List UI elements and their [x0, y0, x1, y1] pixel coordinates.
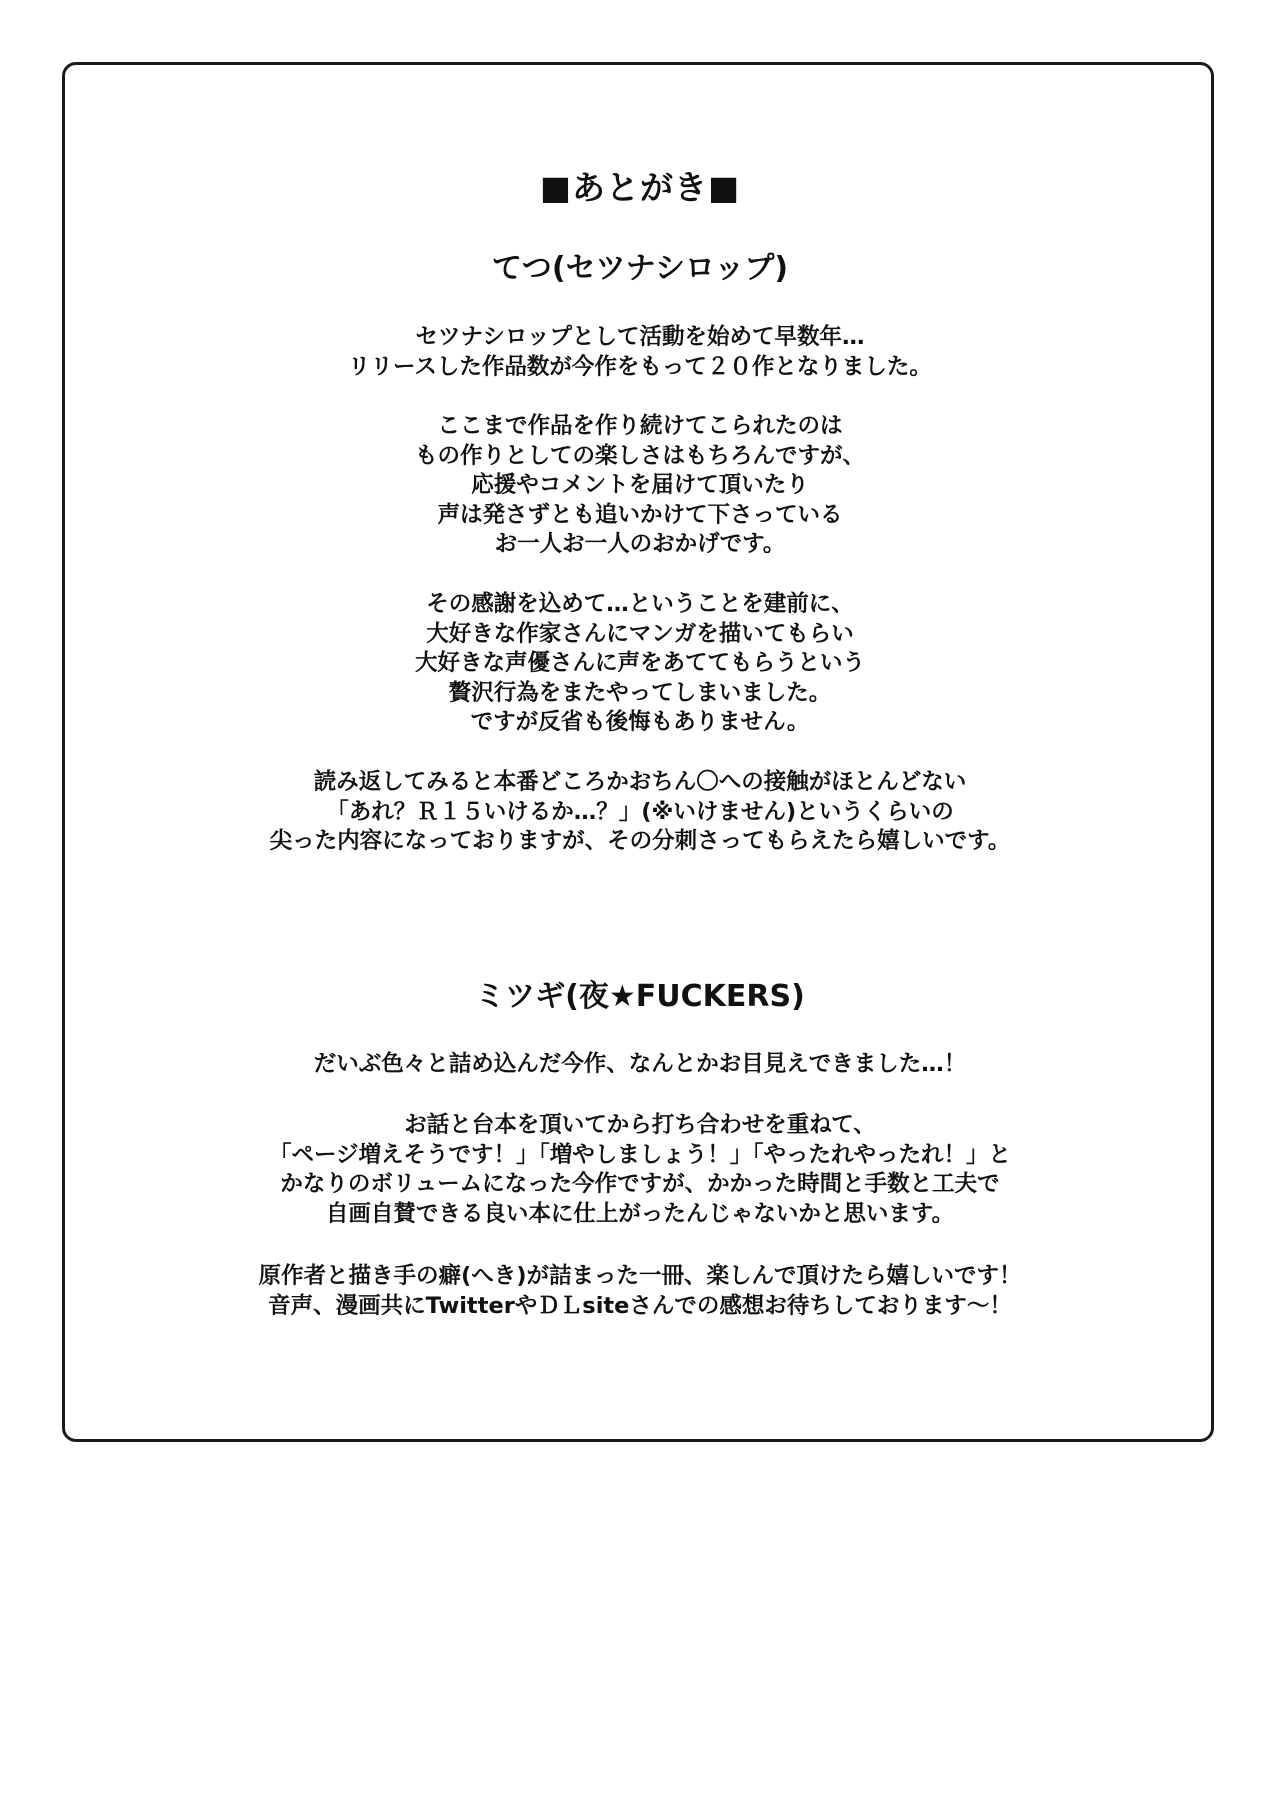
paragraph: [0, 323, 1280, 382]
author-heading-tetsu: てつ(セツナシロップ): [491, 251, 789, 286]
text-line: かなりのボリュームになった今作ですが、かかった時間と手数と工夫で: [280, 1171, 1000, 1197]
text-line: 贅沢行為をまたやってしまいました。: [448, 679, 832, 706]
text-line: セツナシロップとして活動を始めて早数年…: [415, 324, 865, 350]
text-line: 読み返してみると本番どころかおちん〇への接触がほとんどない: [313, 769, 967, 795]
author-heading-mitsugi: ミツギ(夜★FUCKERS): [475, 979, 805, 1014]
text-line: だいぶ色々と詰め込んだ今作、なんとかお目見えできました…！: [313, 1051, 967, 1077]
text-line: 原作者と描き手の癖(へき)が詰まった一冊、楽しんで頂けたら嬉しいです！: [258, 1263, 1022, 1289]
text-line: 音声、漫画共にTwitterやＤＬsiteさんでの感想お待ちしております〜！: [268, 1292, 1012, 1319]
text-line: 「ページ増えそうです！」「増やしましょう！」「やったれやったれ！」と: [268, 1141, 1012, 1168]
text-line: 「あれ？Ｒ１５いけるか…？」(※いけません)というくらいの: [326, 798, 954, 825]
text-line: 大好きな声優さんに声をあててもらうという: [414, 650, 865, 676]
text-line: 声は発さずとも追いかけて下さっている: [437, 501, 843, 528]
text-line: お話と台本を頂いてから打ち合わせを重ねて、: [404, 1112, 876, 1138]
text-line: お一人お一人のおかげです。: [494, 531, 786, 557]
paragraph: [0, 1050, 1280, 1080]
text-line: 自画自賛できる良い本に仕上がったんじゃないかと思います。: [325, 1200, 955, 1227]
paragraph: [0, 590, 1280, 738]
text-line: 尖った内容になっておりますが、その分刺さってもらえたら嬉しいです。: [269, 828, 1011, 854]
text-line: その感謝を込めて…ということを建前に、: [426, 591, 854, 617]
paragraph: [0, 1111, 1280, 1229]
text-line: 応援やコメントを届けて頂いたり: [471, 472, 809, 498]
text-line: ここまで作品を作り続けてこられたのは: [437, 413, 843, 439]
text-line: ですが反省も後悔もありません。: [470, 709, 810, 735]
afterword-title: ■あとがき■: [539, 168, 741, 207]
paragraph: [0, 412, 1280, 560]
text-line: リリースした作品数が今作をもって２０作となりました。: [348, 353, 932, 380]
paragraph: [0, 1262, 1280, 1321]
text-line: 大好きな作家さんにマンガを描いてもらい: [426, 620, 854, 647]
paragraph: [0, 768, 1280, 857]
text-line: もの作りとしての楽しさはもちろんですが、: [414, 442, 865, 469]
